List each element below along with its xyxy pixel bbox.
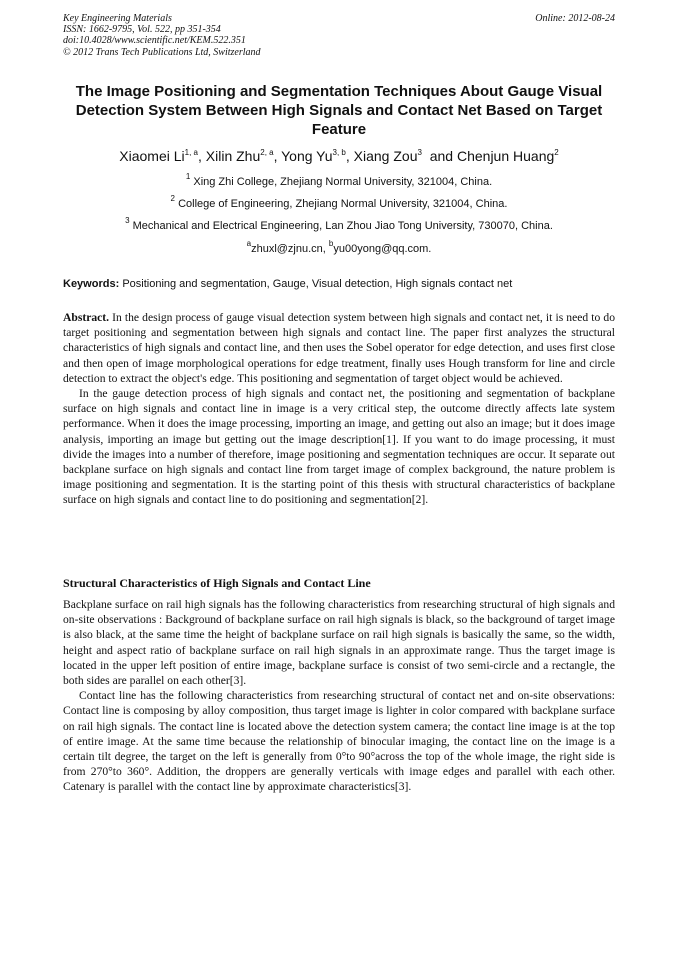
author-list: Xiaomei Li$^{1, a}$, Xilin Zhu$^{2, a}$, Yong Yu$^{3, b}$, Xiang Zou$^3$ and Chenjun Huang$^2$: [119, 148, 559, 164]
author-sup: 2: [554, 148, 559, 157]
section-paragraph: Backplane surface on rail high signals has the following characteristics from researching structural of high signals and on-site observations : Background of backplane surface on rail high signals is black, so the background of target image is also black, at the same time the height of backplane surface on rail high signals is basically the same, so the width, height and aspect ratio of backplane surface on rail high signals in an approximate range. Thus the target image is located in the upper left position of entire image, backplane surface is consist of two semi-circle and a rectangle, the both sides are parallel on each other[3].: [63, 598, 615, 688]
author-name: Yong Yu: [281, 148, 333, 164]
email-a[interactable]: zhuxl@zjnu.cn,: [251, 243, 326, 255]
affiliation-num: 1: [185, 172, 191, 181]
section-heading: Structural Characteristics of High Signals and Contact Line: [63, 576, 371, 590]
affiliation-text: College of Engineering, Zhejiang Normal University, 321004, China.: [178, 198, 508, 210]
doi-line: doi:10.4028/www.scientific.net/KEM.522.351: [63, 35, 246, 47]
author-name: Xilin Zhu: [205, 148, 261, 164]
section-paragraph: Contact line has the following characteristics from researching structural of contact net and on-site observations: Contact line is composing by alloy composition, thus target image is lighter in color compared with backplane surface on rail high signals. The contact line is located above the detection system camera; the contact line image is at the top of entire image. At the same time because the relationship of binocular imaging, the contact line on the image is a certain tilt degree, the target on the left is generally from 0°to 90°across the top of the whole image, the right side is from 270°to 360°. Addition, the droppers are generally verticals with image edges and parallel with each other. Catenary is parallel with the contact line by approximate characteristics[3].: [63, 689, 615, 794]
abstract-section: [63, 310, 615, 508]
affiliation-text: Mechanical and Electrical Engineering, Lan Zhou Jiao Tong University, 730070, China.: [132, 220, 553, 232]
author-name: Chenjun Huang: [456, 148, 555, 164]
author-sup: 3, b: [332, 148, 346, 157]
journal-name: Key Engineering Materials: [63, 13, 172, 24]
email-line: [63, 239, 615, 255]
email-sup: b: [328, 239, 334, 248]
affiliation: [63, 216, 615, 232]
abstract-label: Abstract.: [63, 311, 110, 324]
keywords: [63, 278, 615, 290]
copyright-line: © 2012 Trans Tech Publications Ltd, Switzerland: [63, 46, 261, 58]
author-sup: 2, a: [260, 148, 274, 157]
online-date: Online: 2012-08-24: [535, 13, 615, 24]
journal-header: [63, 13, 261, 58]
abstract-paragraph: [63, 310, 615, 386]
abstract-text: In the design process of gauge visual detection system between high signals and contact net, it is need to do target positioning and segmentation between high signals and contact line. The paper first analyzes the structural characteristics of high signals and contact line, and then uses the Sobel operator for edge detection, and uses first close and then open of image morphological operations for edge treatment, finally uses Hough transform for line and circle detection to extract the object's edge. This positioning and segmentation of target object would be achieved.: [63, 311, 615, 385]
paper-title: The Image Positioning and Segmentation Techniques About Gauge Visual Detection System Between High Signals and Contact Net Based on Target Feature: [75, 83, 603, 138]
affiliation-num: 3: [125, 216, 130, 225]
author-name: Xiaomei Li: [119, 148, 185, 164]
email-b[interactable]: yu00yong@qq.com.: [333, 243, 432, 255]
author-sup: 1, a: [184, 148, 198, 157]
keywords-text: Positioning and segmentation, Gauge, Visual detection, High signals contact net: [122, 278, 513, 290]
affiliation-num: 2: [170, 194, 175, 203]
affiliation: [63, 172, 615, 188]
keywords-label: Keywords:: [63, 278, 120, 290]
section-body: [63, 597, 615, 795]
affiliation-text: Xing Zhi College, Zhejiang Normal University, 321004, China.: [193, 176, 493, 188]
issn-line: ISSN: 1662-9795, Vol. 522, pp 351-354: [63, 24, 221, 36]
affiliation: [63, 194, 615, 210]
intro-paragraph: In the gauge detection process of high signals and contact net, the positioning and segmentation of backplane surface on high signals and contact line in image is a very critical step, the outcome directly affects late system performance. When it does the image processing, importing an image, and getting out also an image; but it does image analysis, importing an image but getting out the image description[1]. If you want to do image processing, it must divide the images into a number of therefore, image positioning and segmentation techniques are occur. It separate out backplane surface on high signals and contact line from target image of complex background, the nature problem is image positioning and segmentation. It is the starting point of this thesis with structural characteristics of backplane surface on high signals and contact line to do positioning and segmentation[2].: [63, 387, 615, 507]
author-sup: 3: [417, 148, 422, 157]
author-name: Xiang Zou: [353, 148, 418, 164]
email-sup: a: [246, 239, 252, 248]
